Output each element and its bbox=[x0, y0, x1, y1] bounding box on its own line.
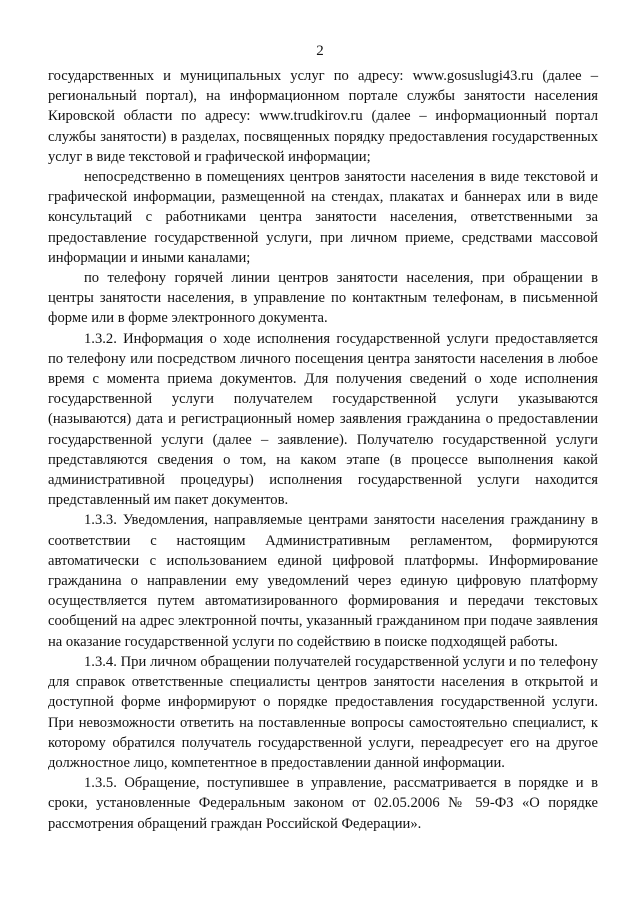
paragraph-1-3-4: 1.3.4. При личном обращении получателей государственной услуги и по телефону для справок ответственные специалисты центров занятости населения в открытой и доступной форме информируют о порядке предоставления государственной услуги. При невозможности ответить на поставленные вопросы самостоятельно специалист, к которому обратился получатель государственной услуги, переадресует его на другое должностное лицо, компетентное в предоставлении данной информации. bbox=[48, 653, 598, 771]
paragraph-1-3-5: 1.3.5. Обращение, поступившее в управление, рассматривается в порядке и в сроки, установленные Федеральным законом от 02.05.2006 № 59-ФЗ «О порядке рассмотрения обращений граждан Российской Федерации». bbox=[48, 775, 598, 832]
page-number: 2 bbox=[316, 43, 324, 59]
paragraph-1-3-3: 1.3.3. Уведомления, направляемые центрами занятости населения гражданину в соответствии с настоящим Административным регламентом, формируются автоматически с использованием единой цифровой платформы. Информирование гражданина о направлении ему уведомлений через единую цифровую платформу осуществляется путем автоматизированного формирования и передачи текстовых сообщений на адрес электронной почты, указанный гражданином при подаче заявления на оказание государственной услуги по содействию в поиске подходящей работы. bbox=[48, 512, 598, 650]
paragraph-portals-continuation: государственных и муниципальных услуг по адресу: www.gosuslugi43.ru (далее – региональный портал), на информационном портале службы занятости населения Кировской области по адресу: www.trudkirov.ru (далее – информационный портал службы занятости) в разделах, посвященных порядку предоставления государственных услуг в виде текстовой и графической информации; bbox=[48, 68, 598, 165]
paragraph-premises-info: непосредственно в помещениях центров занятости населения в виде текстовой и графической информации, размещенной на стендах, плакатах и баннерах или в виде консультаций с работниками центра занятости населения, ответственными за предоставление государственной услуги, при личном приеме, средствами массовой информации и иными каналами; bbox=[48, 169, 598, 266]
paragraph-hotline-info: по телефону горячей линии центров занятости населения, при обращении в центры занятости населения, в управление по контактным телефонам, в письменной форме или в форме электронного документа. bbox=[48, 270, 598, 327]
document-body bbox=[48, 66, 598, 834]
paragraph-1-3-2: 1.3.2. Информация о ходе исполнения государственной услуги предоставляется по телефону или посредством личного посещения центра занятости населения в любое время с момента приема документов. Для получения сведений о ходе исполнения государственной услуги получателем государственной услуги указываются (называются) дата и регистрационный номер заявления гражданина о предоставлении государственной услуги (далее – заявление). Получателю государственной услуги представляются сведения о том, на каком этапе (в процессе выполнения какой административной процедуры) исполнения государственной услуги находится представленный им пакет документов. bbox=[48, 330, 598, 509]
